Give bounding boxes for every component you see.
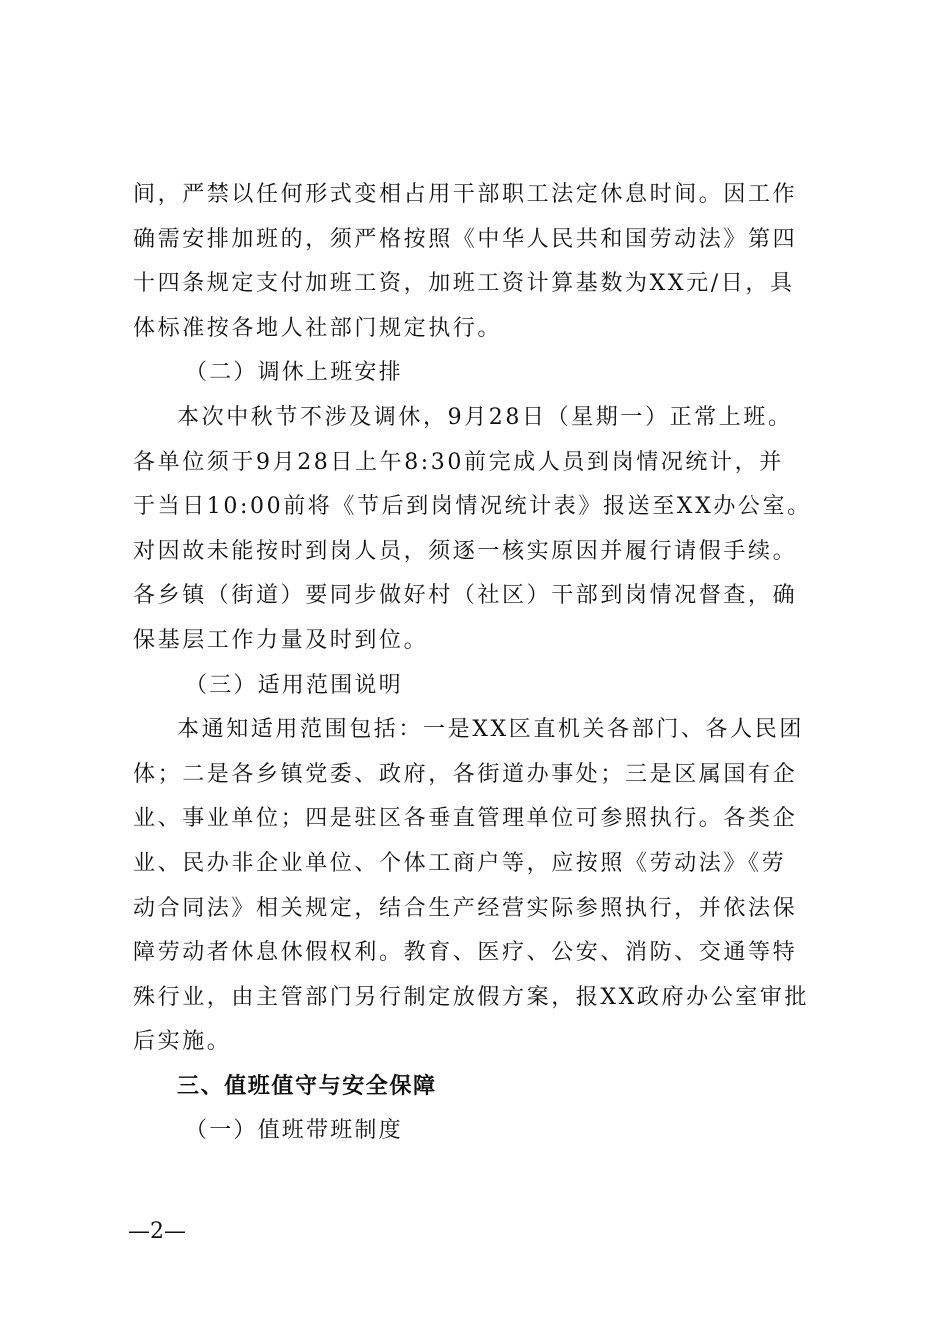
body-line: 体标准按各地人社部门规定执行。 (133, 315, 503, 341)
section-subheading: （一）值班带班制度 (185, 1118, 403, 1144)
body-line: 体；二是各乡镇党委、政府，各街道办事处；三是区属国有企 (133, 761, 798, 787)
body-line: 确需安排加班的，须严格按照《中华人民共和国劳动法》第四 (133, 226, 798, 252)
page-number: —2— (128, 1219, 186, 1244)
document-body (133, 173, 833, 1154)
section-subheading: （二）调休上班安排 (185, 360, 403, 386)
section-subheading: （三）适用范围说明 (185, 672, 403, 698)
body-line: 对因故未能按时到岗人员，须逐一核实原因并履行请假手续。 (133, 538, 798, 564)
section-heading: 三、值班值守与安全保障 (177, 1073, 437, 1099)
paragraph-first-line: 本次中秋节不涉及调休，9月28日（星期一）正常上班。 (177, 404, 793, 430)
body-line: 十四条规定支付加班工资，加班工资计算基数为XX元/日，具 (133, 271, 795, 297)
body-line: 殊行业，由主管部门另行制定放假方案，报XX政府办公室审批 (133, 984, 810, 1010)
body-line: 各乡镇（街道）要同步做好村（社区）干部到岗情况督查，确 (133, 583, 798, 609)
body-line: 业、民办非企业单位、个体工商户等，应按照《劳动法》《劳 (133, 850, 787, 876)
body-line: 于当日10:00前将《节后到岗情况统计表》报送至XX办公室。 (133, 494, 812, 520)
body-line: 障劳动者休息休假权利。教育、医疗、公安、消防、交通等特 (133, 940, 798, 966)
body-line: 保基层工作力量及时到位。 (133, 627, 429, 653)
body-line: 间，严禁以任何形式变相占用干部职工法定休息时间。因工作 (133, 182, 798, 207)
body-line: 各单位须于9月28日上午8:30前完成人员到岗情况统计，并 (133, 449, 784, 475)
body-line: 后实施。 (133, 1029, 232, 1055)
body-line: 动合同法》相关规定，结合生产经营实际参照执行，并依法保 (133, 895, 798, 921)
paragraph-first-line: 本通知适用范围包括：一是XX区直机关各部门、各人民团 (177, 717, 804, 743)
body-line: 业、事业单位；四是驻区各垂直管理单位可参照执行。各类企 (133, 806, 798, 832)
